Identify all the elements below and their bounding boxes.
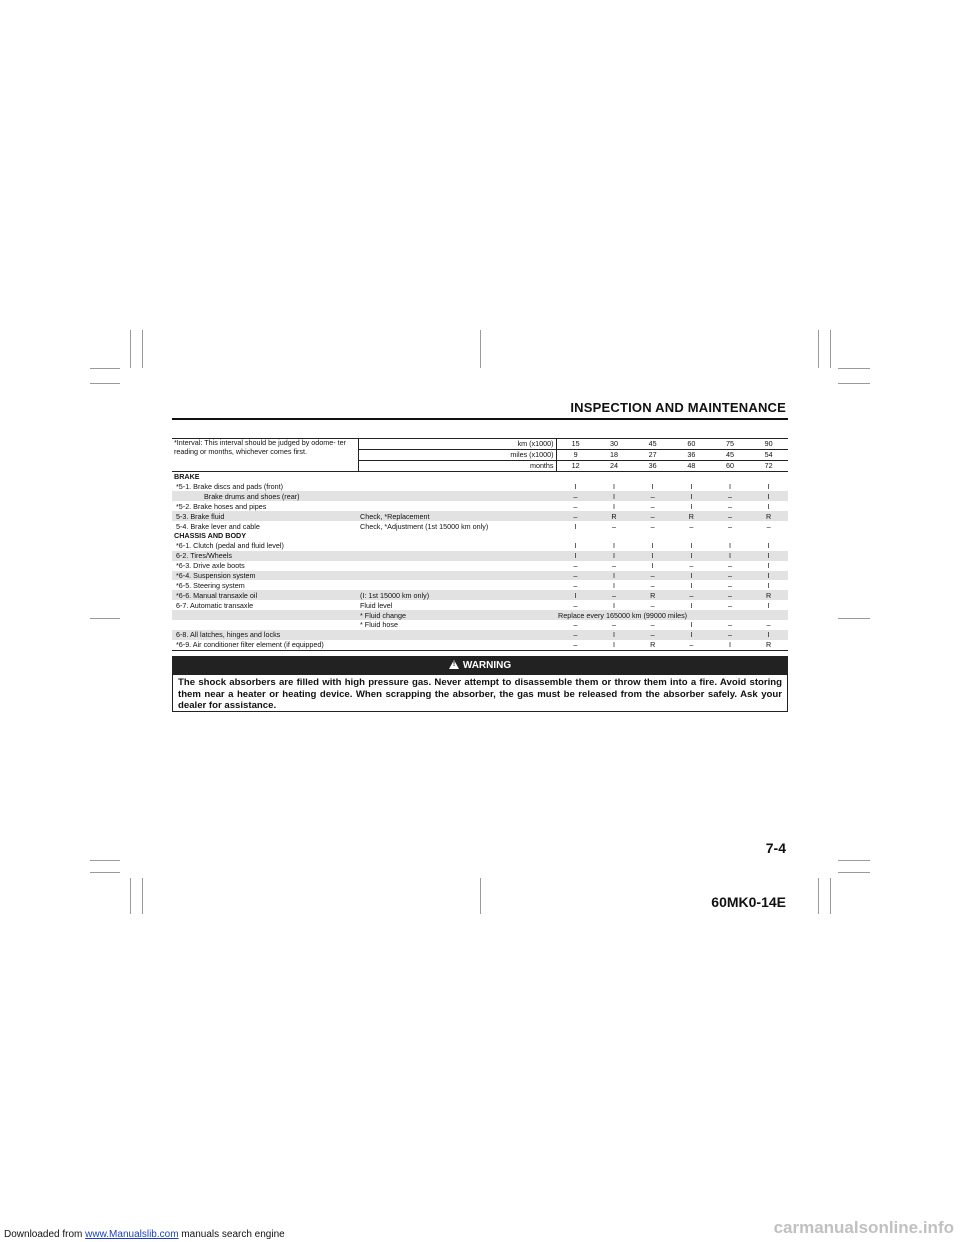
schedule-value: – <box>650 501 655 511</box>
item-note <box>358 630 556 640</box>
schedule-value: – <box>556 511 595 521</box>
interval-note: *Interval: This interval should be judged by odome- ter reading or months, whichever comes first. <box>172 439 358 472</box>
table-row <box>172 600 788 610</box>
schedule-value: – <box>650 620 655 630</box>
schedule-value: I <box>613 501 616 511</box>
table-row <box>172 482 788 492</box>
interval-value: 36 <box>633 460 672 471</box>
schedule-value: I <box>672 571 711 581</box>
schedule-value: – <box>711 630 750 640</box>
schedule-value: – <box>612 620 617 630</box>
schedule-value: I <box>556 590 595 600</box>
item-note: Check, *Adjustment (1st 15000 km only) <box>360 521 489 531</box>
schedule-value: – <box>689 561 694 571</box>
table-row <box>172 580 788 590</box>
schedule-value: I <box>595 551 634 561</box>
item-label: 5-4. Brake lever and cable <box>176 521 260 531</box>
item-note <box>358 482 556 492</box>
schedule-value: I <box>651 561 654 571</box>
schedule-value: – <box>650 521 655 531</box>
schedule-value: I <box>767 580 770 590</box>
category-row <box>172 531 788 541</box>
warning-text: The shock absorbers are filled with high pressure gas. Never attempt to disassemble them or throw them into a fire. Avoid storing them near a heater or heating device. When scrapping the absorber, the gas must be released from the absorber safely. Ask your dealer for assistance. <box>178 677 782 711</box>
item-note: (I: 1st 15000 km only) <box>358 590 556 600</box>
schedule-value: – <box>633 630 672 640</box>
interval-value: 72 <box>749 460 788 471</box>
schedule-value: I <box>651 541 654 551</box>
interval-unit: miles (x1000) <box>358 449 556 460</box>
interval-value: 45 <box>633 439 672 450</box>
schedule-value: – <box>556 491 595 501</box>
schedule-value: I <box>672 630 711 640</box>
item-note <box>358 580 556 590</box>
warning-header <box>173 657 787 675</box>
interval-value: 15 <box>556 439 595 450</box>
schedule-value: I <box>672 551 711 561</box>
table-row <box>172 521 788 531</box>
schedule-value: – <box>689 521 694 531</box>
download-footer <box>4 1229 285 1240</box>
schedule-value: – <box>612 521 617 531</box>
schedule-value: – <box>711 491 750 501</box>
interval-value: 60 <box>711 460 750 471</box>
schedule-value: – <box>573 620 578 630</box>
section-title: INSPECTION AND MAINTENANCE <box>570 400 786 415</box>
item-label: *6-9. Air conditioner filter element (if equipped) <box>172 640 358 650</box>
schedule-value: – <box>650 600 655 610</box>
item-label: *5-2. Brake hoses and pipes <box>176 501 267 511</box>
schedule-value: I <box>749 551 788 561</box>
schedule-value: – <box>672 640 711 650</box>
schedule-value: – <box>612 561 617 571</box>
schedule-value: I <box>595 491 634 501</box>
interval-value: 45 <box>711 449 750 460</box>
interval-value: 24 <box>595 460 634 471</box>
interval-value: 75 <box>711 439 750 450</box>
item-label: 6-2. Tires/Wheels <box>172 551 358 561</box>
item-note: * Fluid hose <box>360 620 398 630</box>
item-note <box>358 491 556 501</box>
table-row <box>172 511 788 521</box>
page-number: 7-4 <box>765 840 786 856</box>
schedule-value: – <box>727 561 732 571</box>
item-note <box>358 551 556 561</box>
schedule-value: I <box>728 482 731 491</box>
schedule-value: I <box>749 630 788 640</box>
item-note <box>358 640 556 650</box>
warning-box <box>172 656 788 712</box>
schedule-value: – <box>573 580 578 590</box>
schedule-value: I <box>767 561 770 571</box>
schedule-value: I <box>595 571 634 581</box>
schedule-value: R <box>633 590 672 600</box>
table-row <box>172 551 788 561</box>
maintenance-schedule-table <box>172 438 788 651</box>
item-label: 6-8. All latches, hinges and locks <box>172 630 358 640</box>
item-label: 5-3. Brake fluid <box>172 511 358 521</box>
warning-title: WARNING <box>462 660 512 671</box>
schedule-value: I <box>574 521 577 531</box>
schedule-value: I <box>711 640 750 650</box>
category-label: BRAKE <box>174 472 200 482</box>
schedule-value: I <box>749 571 788 581</box>
schedule-value: – <box>727 580 732 590</box>
schedule-value: I <box>690 482 693 491</box>
interval-value: 60 <box>672 439 711 450</box>
schedule-value: – <box>633 511 672 521</box>
document-code: 60MK0-14E <box>711 894 786 910</box>
schedule-value: – <box>727 521 732 531</box>
interval-span-note: Replace every 165000 km (99000 miles) <box>556 610 788 620</box>
table-row <box>172 640 788 650</box>
schedule-value: I <box>690 580 693 590</box>
schedule-value: – <box>766 620 771 630</box>
item-label: *6-4. Suspension system <box>172 571 358 581</box>
table-row <box>172 561 788 571</box>
schedule-value: I <box>767 501 770 511</box>
watermark-text: carmanualsonline.info <box>773 1218 954 1237</box>
schedule-value: I <box>595 630 634 640</box>
item-label: *6-6. Manual transaxle oil <box>172 590 358 600</box>
schedule-value: – <box>556 640 595 650</box>
schedule-value: – <box>573 501 578 511</box>
item-label: Brake drums and shoes (rear) <box>172 491 358 501</box>
interval-unit: months <box>358 460 556 471</box>
schedule-value: I <box>749 491 788 501</box>
schedule-value: – <box>672 590 711 600</box>
table-row <box>172 630 788 640</box>
schedule-value: – <box>711 511 750 521</box>
schedule-value: I <box>767 541 770 551</box>
schedule-value: – <box>766 521 771 531</box>
schedule-value: R <box>595 511 634 521</box>
item-label: *6-5. Steering system <box>176 580 245 590</box>
schedule-value: R <box>749 640 788 650</box>
item-label: *5-1. Brake discs and pads (front) <box>176 482 284 491</box>
schedule-value: I <box>690 501 693 511</box>
item-note: Check, *Replacement <box>358 511 556 521</box>
table-row <box>172 541 788 551</box>
schedule-value: I <box>613 580 616 590</box>
schedule-value: I <box>711 551 750 561</box>
schedule-value: I <box>595 640 634 650</box>
category-label: CHASSIS AND BODY <box>174 531 247 541</box>
schedule-value: I <box>613 600 616 610</box>
schedule-value: – <box>727 600 732 610</box>
schedule-value: – <box>711 590 750 600</box>
interval-value: 90 <box>749 439 788 450</box>
item-note <box>358 541 556 551</box>
item-label: 6-7. Automatic transaxle <box>176 600 254 610</box>
item-note: * Fluid change <box>358 610 556 620</box>
item-label: *6-1. Clutch (pedal and fluid level) <box>176 541 284 551</box>
schedule-value: R <box>749 590 788 600</box>
table-row <box>172 590 788 600</box>
schedule-value: I <box>613 482 616 491</box>
schedule-value: – <box>556 571 595 581</box>
warning-triangle-icon: ! <box>449 660 459 669</box>
interval-value: 12 <box>556 460 595 471</box>
schedule-value: – <box>595 590 634 600</box>
schedule-value: – <box>633 491 672 501</box>
schedule-value: I <box>633 551 672 561</box>
footer-suffix: manuals search engine <box>178 1229 285 1240</box>
schedule-value: I <box>767 482 770 491</box>
item-note <box>358 501 556 511</box>
table-row <box>172 620 788 630</box>
footer-prefix: Downloaded from <box>4 1229 86 1240</box>
item-label: *6-3. Drive axle boots <box>176 561 245 571</box>
table-row <box>172 571 788 581</box>
table-row <box>172 501 788 511</box>
schedule-value: I <box>651 482 654 491</box>
interval-value: 27 <box>633 449 672 460</box>
schedule-value: – <box>633 571 672 581</box>
schedule-value: – <box>573 600 578 610</box>
schedule-value: – <box>650 580 655 590</box>
table-row <box>172 491 788 501</box>
item-label <box>172 620 358 630</box>
interval-value: 54 <box>749 449 788 460</box>
interval-value: 36 <box>672 449 711 460</box>
interval-value: 9 <box>556 449 595 460</box>
schedule-value: I <box>556 551 595 561</box>
item-label <box>172 610 358 620</box>
table-row <box>172 610 788 620</box>
interval-value: 30 <box>595 439 634 450</box>
schedule-value: R <box>633 640 672 650</box>
schedule-value: – <box>573 561 578 571</box>
schedule-value: I <box>613 541 616 551</box>
schedule-value: R <box>749 511 788 521</box>
schedule-value: I <box>767 600 770 610</box>
schedule-value: – <box>711 571 750 581</box>
schedule-value: I <box>728 541 731 551</box>
schedule-value: R <box>672 511 711 521</box>
schedule-value: I <box>690 620 693 630</box>
category-row <box>172 471 788 481</box>
item-note <box>358 561 556 571</box>
schedule-value: I <box>574 482 577 491</box>
schedule-value: I <box>672 491 711 501</box>
schedule-value: – <box>556 630 595 640</box>
schedule-value: I <box>690 600 693 610</box>
schedule-value: I <box>574 541 577 551</box>
interval-unit: km (x1000) <box>358 439 556 450</box>
interval-value: 18 <box>595 449 634 460</box>
schedule-value: – <box>727 501 732 511</box>
schedule-value: I <box>690 541 693 551</box>
manualslib-link[interactable]: www.Manualslib.com <box>85 1229 179 1240</box>
header-rule <box>172 418 788 420</box>
schedule-value: – <box>727 620 732 630</box>
item-note <box>358 571 556 581</box>
interval-row <box>172 439 788 450</box>
item-note: Fluid level <box>360 600 393 610</box>
interval-value: 48 <box>672 460 711 471</box>
